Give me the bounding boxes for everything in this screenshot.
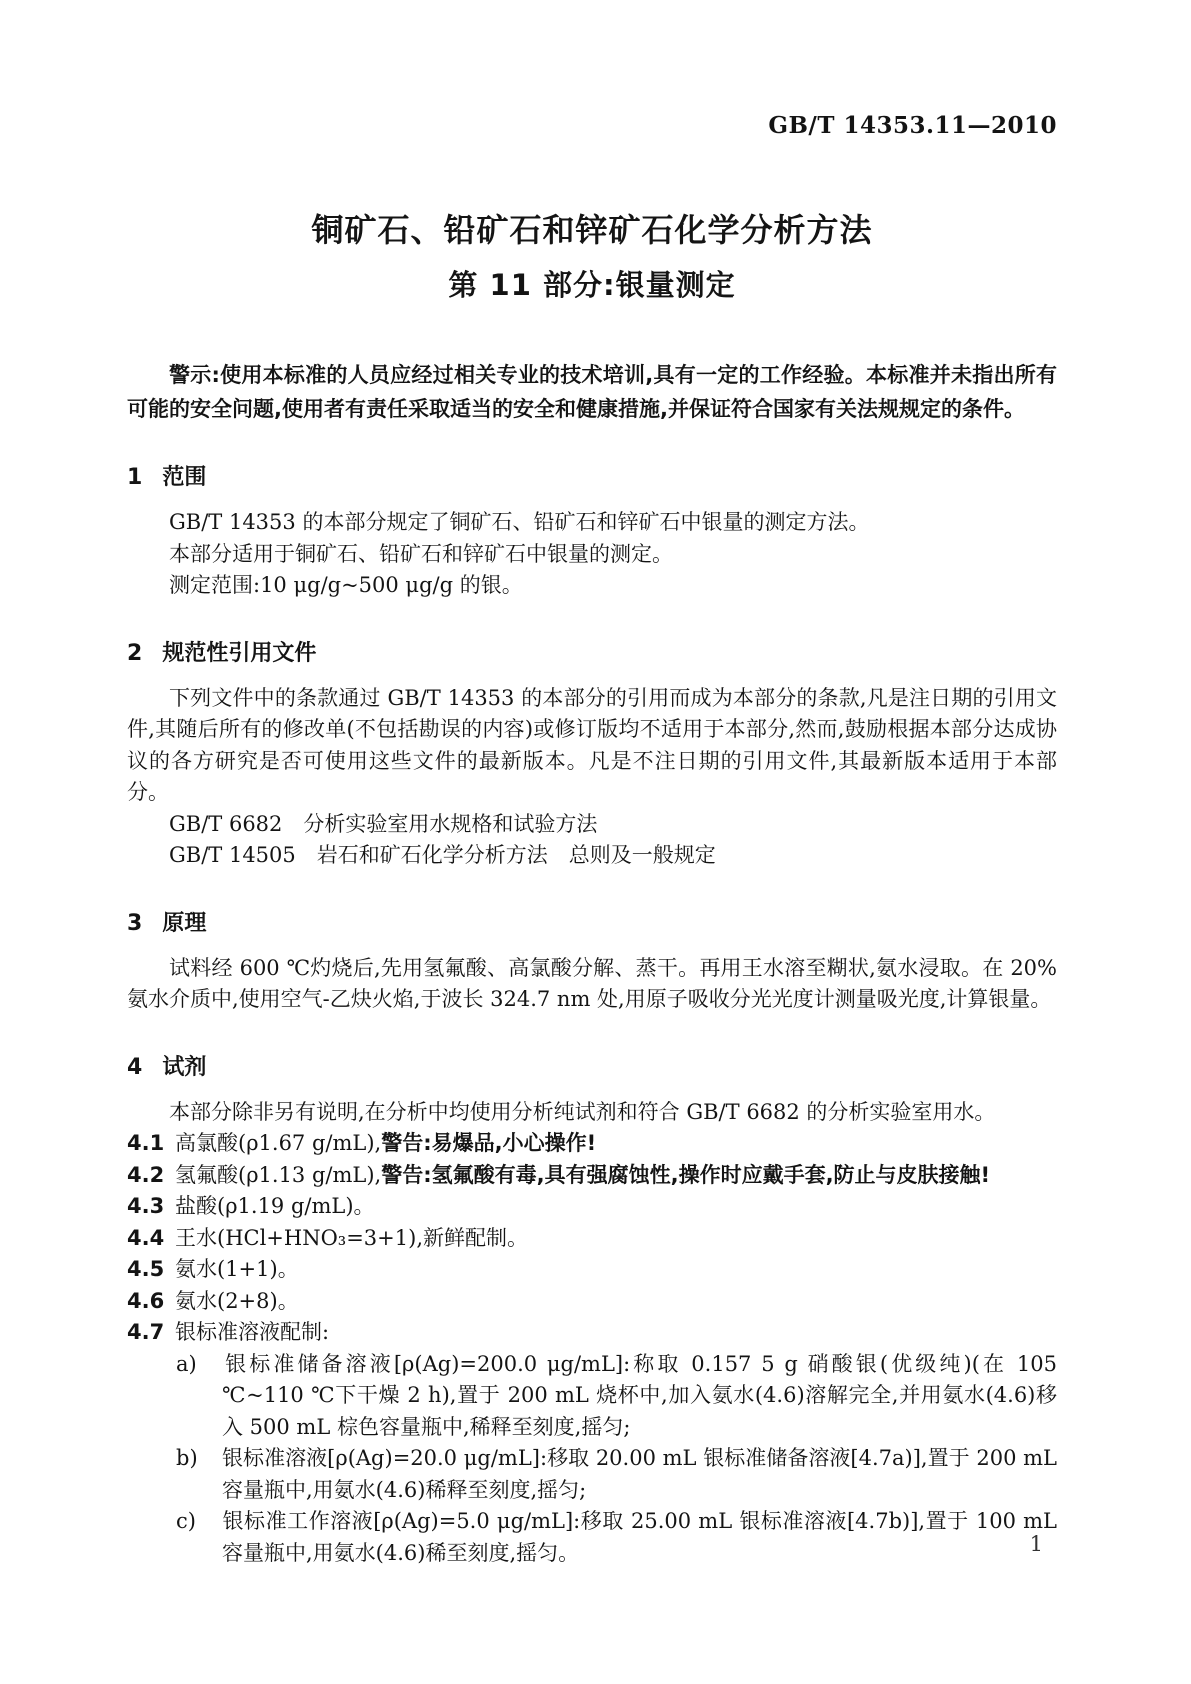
reagent-item-4-1	[127, 1128, 1057, 1160]
section-4-title: 试剂	[162, 1054, 207, 1080]
list-item-label: a)	[176, 1351, 197, 1376]
warning-statement: 警示:使用本标准的人员应经过相关专业的技术培训,具有一定的工作经验。本标准并未指出所有可能的安全问题,使用者有责任采取适当的安全和健康措施,并保证符合国家有关法规规定的条件。	[127, 363, 1057, 421]
reagent-number: 4.3	[127, 1194, 165, 1218]
reagent-text: 银标准溶液配制:	[175, 1320, 330, 1344]
reagent-number: 4.4	[127, 1225, 165, 1250]
section-2-title: 规范性引用文件	[162, 640, 317, 666]
reagent-text: 氢氟酸(ρ1.13 g/mL),	[175, 1162, 382, 1187]
standard-number: GB/T 14353.11—2010	[768, 112, 1057, 139]
reagent-text: 王水(HCl+HNO₃=3+1),新鲜配制。	[175, 1225, 528, 1250]
list-item-text: 银标准工作溶液[ρ(Ag)=5.0 μg/mL]:移取 25.00 mL 银标准溶液[4.7b)],置于 100 mL 容量瓶中,用氨水(4.6)稀至刻度,摇匀。	[222, 1509, 1057, 1565]
list-item-label: c)	[176, 1509, 196, 1533]
document-title-line2: 第 11 部分:银量测定	[448, 268, 736, 302]
reagent-number: 4.1	[127, 1131, 165, 1155]
list-item-label: b)	[176, 1446, 198, 1470]
list-item-text: 银标准储备溶液[ρ(Ag)=200.0 μg/mL]:称取 0.157 5 g 硝酸银(优级纯)(在 105 ℃~110 ℃下干燥 2 h),置于 200 mL 烧杯中,加入氨水(4.6)溶解完全,并用氨水(4.6)移入 500 mL 棕色容量瓶中,稀释至刻度,摇匀;	[222, 1351, 1057, 1439]
section-4-heading	[127, 1050, 1057, 1081]
reagent-text: 氨水(2+8)。	[175, 1288, 299, 1313]
reagent-number: 4.2	[127, 1162, 165, 1187]
section-4-paragraph: 本部分除非另有说明,在分析中均使用分析纯试剂和符合 GB/T 6682 的分析实验室用水。	[169, 1099, 996, 1124]
section-3-paragraph: 试料经 600 ℃灼烧后,先用氢氟酸、高氯酸分解、蒸干。再用王水溶至糊状,氨水浸取。在 20%氨水介质中,使用空气-乙炔火焰,于波长 324.7 nm 处,用原子吸收分光光度计测量吸光度,计算银量。	[127, 955, 1057, 1011]
reagent-number: 4.6	[127, 1288, 165, 1313]
page-number: 1	[1029, 1532, 1043, 1556]
section-1-paragraph: GB/T 14353 的本部分规定了铜矿石、铅矿石和锌矿石中银量的测定方法。	[169, 510, 870, 534]
reagent-item-4-4	[127, 1223, 1057, 1255]
section-3-number: 3	[127, 910, 143, 936]
section-2-number: 2	[127, 640, 143, 666]
reagent-item-4-6	[127, 1286, 1057, 1318]
section-1-title: 范围	[162, 465, 207, 490]
section-1-heading	[127, 460, 1057, 491]
reagent-number: 4.7	[127, 1320, 165, 1344]
reagent-warning: 警告:易爆品,小心操作!	[381, 1131, 597, 1155]
section-4-number: 4	[127, 1054, 143, 1080]
section-3-title: 原理	[162, 910, 207, 936]
section-1-paragraph: 测定范围:10 μg/g~500 μg/g 的银。	[169, 573, 523, 597]
document-title-line1: 铜矿石、铅矿石和锌矿石化学分析方法	[311, 211, 873, 249]
section-3-heading	[127, 906, 1057, 937]
solution-list-item-a	[176, 1349, 1057, 1444]
reagent-item-4-3	[127, 1191, 1057, 1223]
section-2-heading	[127, 636, 1057, 667]
list-item-text: 银标准溶液[ρ(Ag)=20.0 μg/mL]:移取 20.00 mL 银标准储备溶液[4.7a)],置于 200 mL 容量瓶中,用氨水(4.6)稀释至刻度,摇匀;	[222, 1446, 1057, 1502]
normative-reference: GB/T 14505 岩石和矿石化学分析方法 总则及一般规定	[169, 843, 716, 867]
solution-list-item-c	[176, 1506, 1057, 1569]
reagent-item-4-5	[127, 1254, 1057, 1286]
section-1-number: 1	[127, 465, 143, 490]
document-content	[127, 0, 1057, 1569]
reagent-text: 氨水(1+1)。	[175, 1257, 299, 1281]
reagent-item-4-7	[127, 1317, 1057, 1349]
section-2-paragraph: 下列文件中的条款通过 GB/T 14353 的本部分的引用而成为本部分的条款,凡是注日期的引用文件,其随后所有的修改单(不包括勘误的内容)或修订版均不适用于本部分,然而,鼓励根据本部分达成协议的各方研究是否可使用这些文件的最新版本。凡是不注日期的引用文件,其最新版本适用于本部分。	[127, 685, 1057, 804]
reagent-text: 高氯酸(ρ1.67 g/mL),	[175, 1131, 382, 1155]
solution-list-item-b	[176, 1443, 1057, 1506]
reagent-item-4-2	[127, 1160, 1057, 1192]
normative-reference: GB/T 6682 分析实验室用水规格和试验方法	[169, 811, 598, 836]
reagent-warning: 警告:氢氟酸有毒,具有强腐蚀性,操作时应戴手套,防止与皮肤接触!	[381, 1162, 991, 1187]
reagent-number: 4.5	[127, 1257, 165, 1281]
section-1-paragraph: 本部分适用于铜矿石、铅矿石和锌矿石中银量的测定。	[169, 541, 673, 566]
reagent-text: 盐酸(ρ1.19 g/mL)。	[175, 1194, 375, 1218]
